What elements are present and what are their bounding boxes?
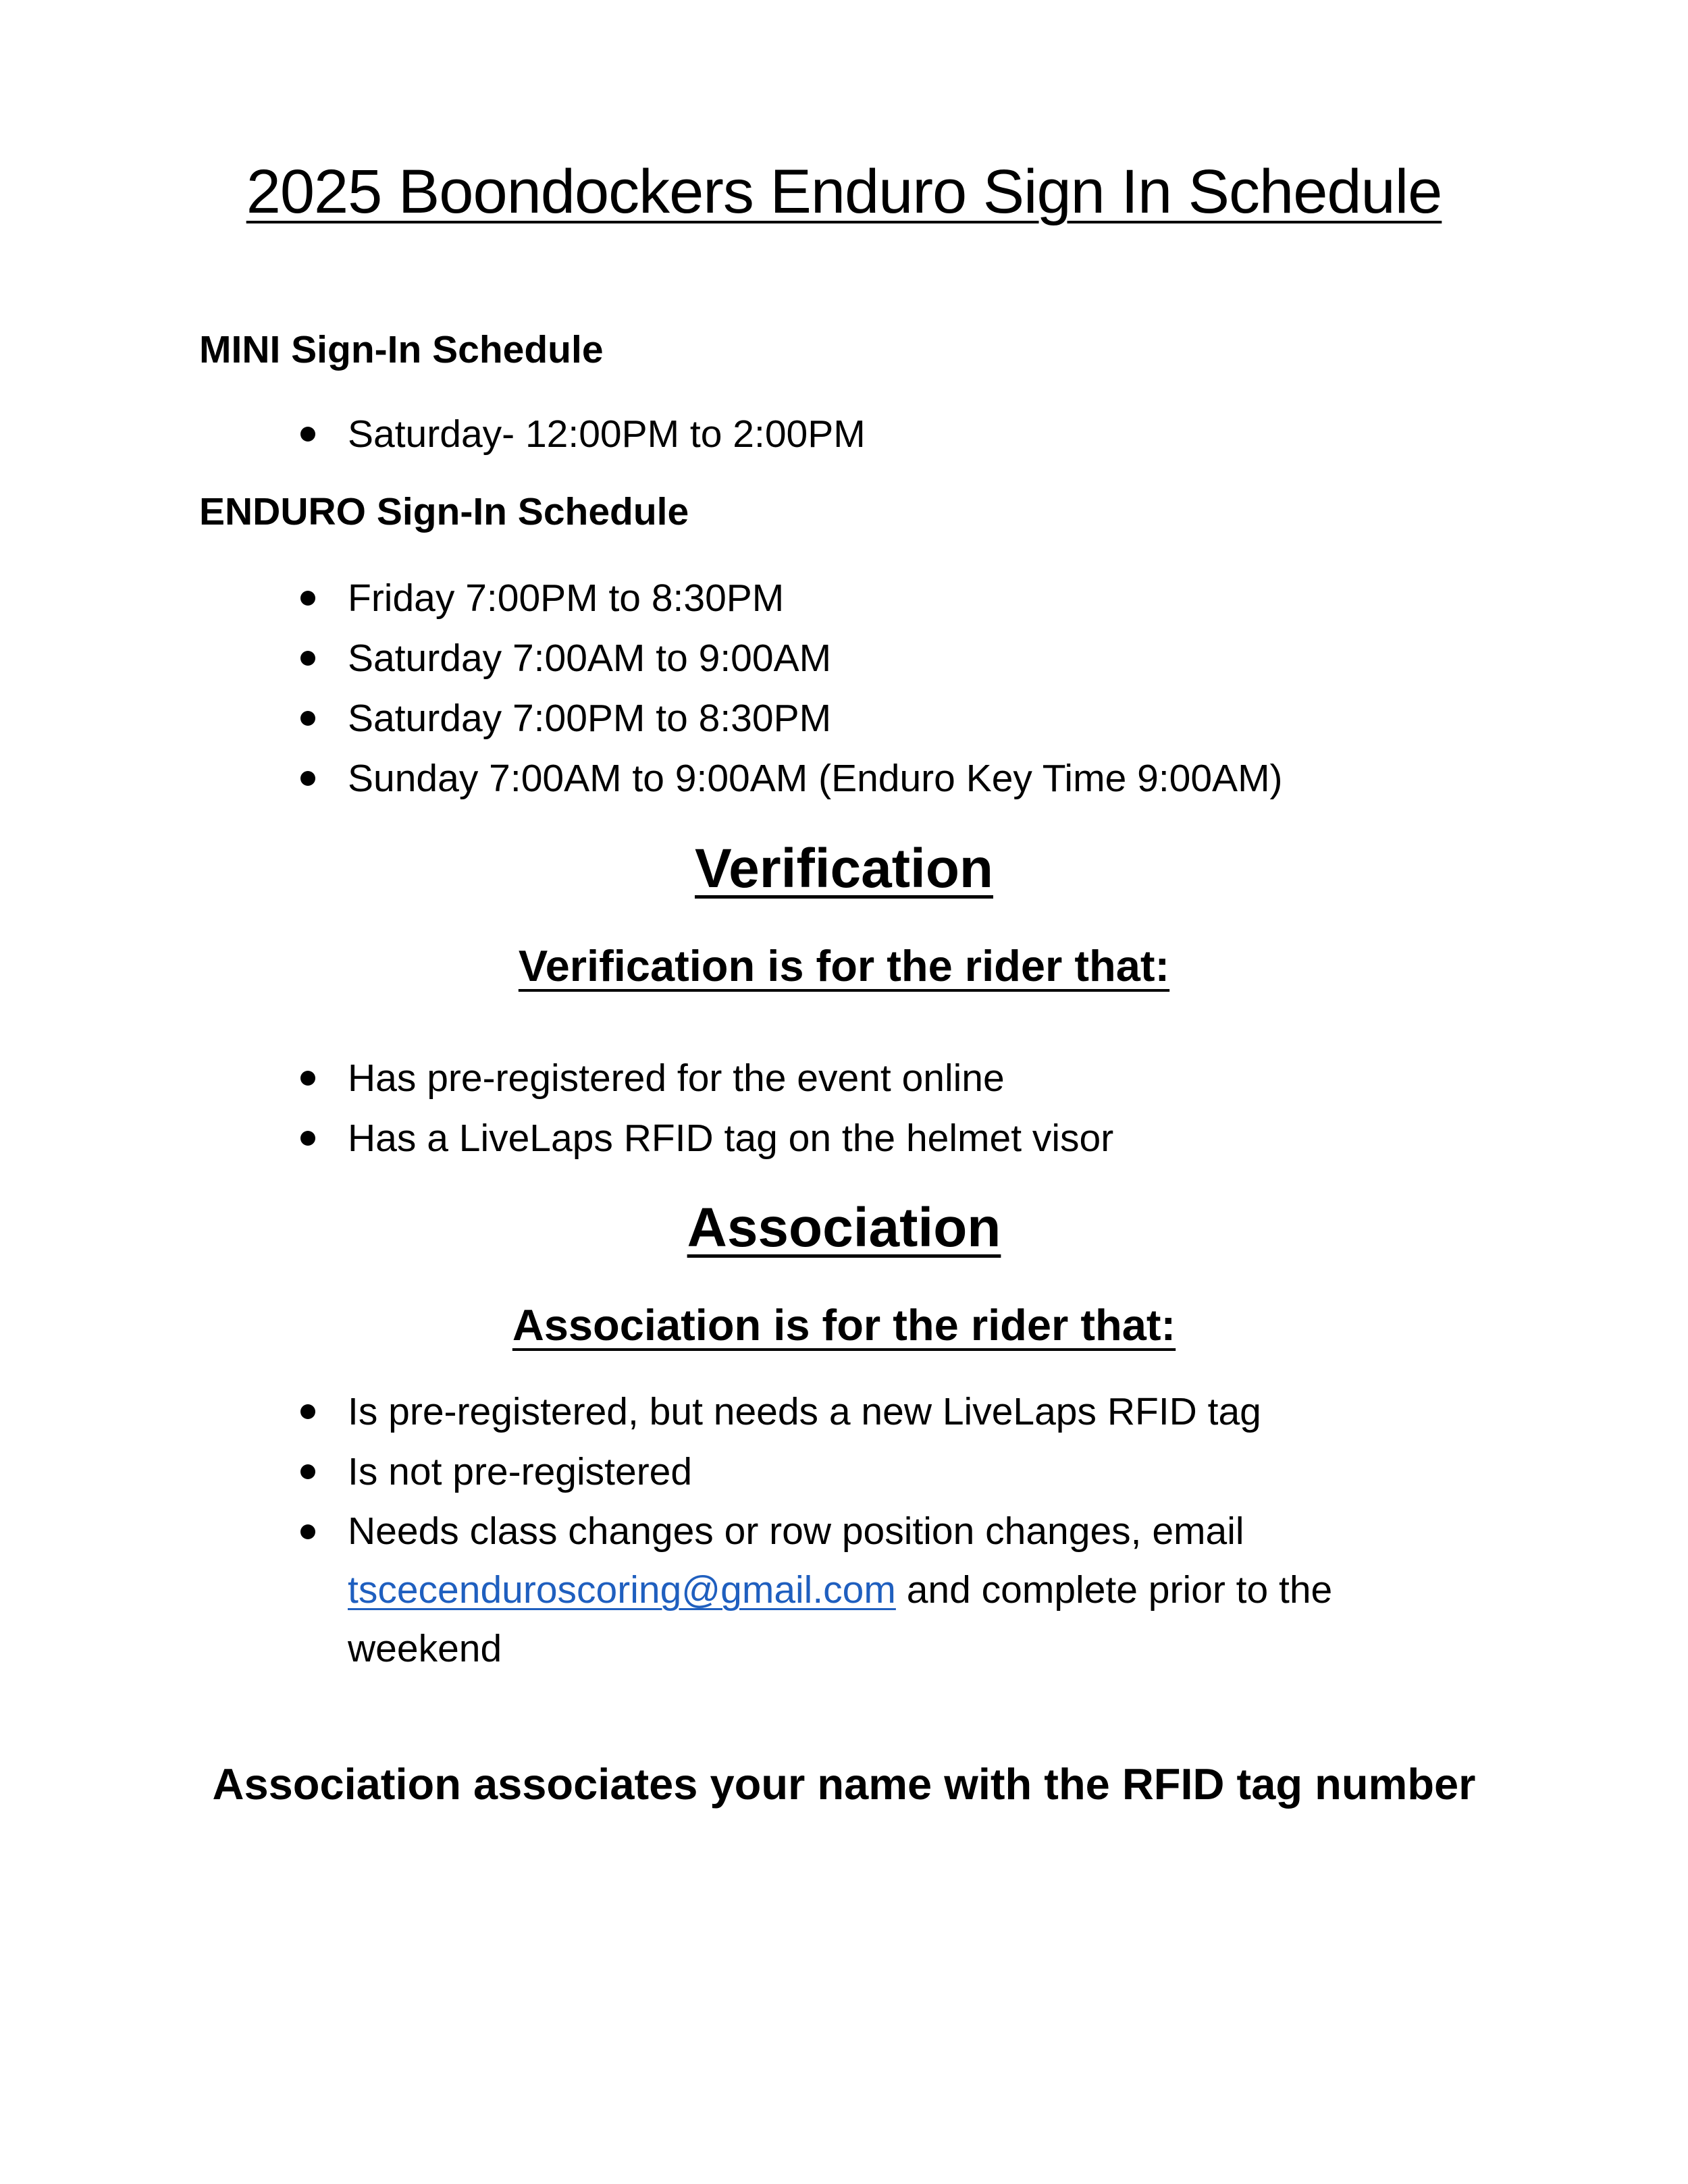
bullet-icon: [300, 771, 315, 786]
association-heading: Association: [687, 1197, 1001, 1258]
association-subheading: Association is for the rider that:: [512, 1300, 1176, 1350]
bullet-icon: [300, 1071, 315, 1086]
email-link[interactable]: tscecenduroscoring@gmail.com: [348, 1568, 896, 1612]
list-item: Saturday 7:00AM to 9:00AM: [294, 629, 1482, 689]
enduro-schedule-list: [294, 568, 1482, 809]
bullet-icon: [300, 711, 315, 726]
association-footer-note: Association associates your name with the RFID tag number: [212, 1759, 1476, 1809]
bullet-icon: [300, 1404, 315, 1419]
mini-schedule-list: [294, 404, 1482, 464]
bullet-icon: [300, 1464, 315, 1479]
verification-list: [294, 1048, 1482, 1169]
list-item: Is not pre-registered: [294, 1442, 1482, 1502]
list-item: Has a LiveLaps RFID tag on the helmet visor: [294, 1109, 1482, 1169]
list-item: Is pre-registered, but needs a new LiveLaps RFID tag: [294, 1382, 1482, 1442]
mini-section-label: MINI Sign-In Schedule: [199, 328, 604, 371]
enduro-section-label: ENDURO Sign-In Schedule: [199, 490, 689, 533]
list-item: Has pre-registered for the event online: [294, 1048, 1482, 1109]
list-item: Friday 7:00PM to 8:30PM: [294, 568, 1482, 629]
list-item: Needs class changes or row position changes, email tscecenduroscoring@gmail.com and complete prior to the weekend: [294, 1502, 1482, 1678]
list-item: Saturday- 12:00PM to 2:00PM: [294, 404, 1482, 464]
bullet-icon: [300, 591, 315, 606]
bullet-icon: [300, 1131, 315, 1146]
list-item: Saturday 7:00PM to 8:30PM: [294, 689, 1482, 749]
bullet-icon: [300, 1524, 315, 1539]
association-list: [294, 1382, 1482, 1678]
bullet-icon: [300, 651, 315, 666]
verification-subheading: Verification is for the rider that:: [518, 941, 1170, 990]
bullet-icon: [300, 427, 315, 442]
list-item: Sunday 7:00AM to 9:00AM (Enduro Key Time 9:00AM): [294, 749, 1482, 809]
verification-heading: Verification: [694, 838, 994, 899]
page-title: 2025 Boondockers Enduro Sign In Schedule: [246, 157, 1442, 226]
